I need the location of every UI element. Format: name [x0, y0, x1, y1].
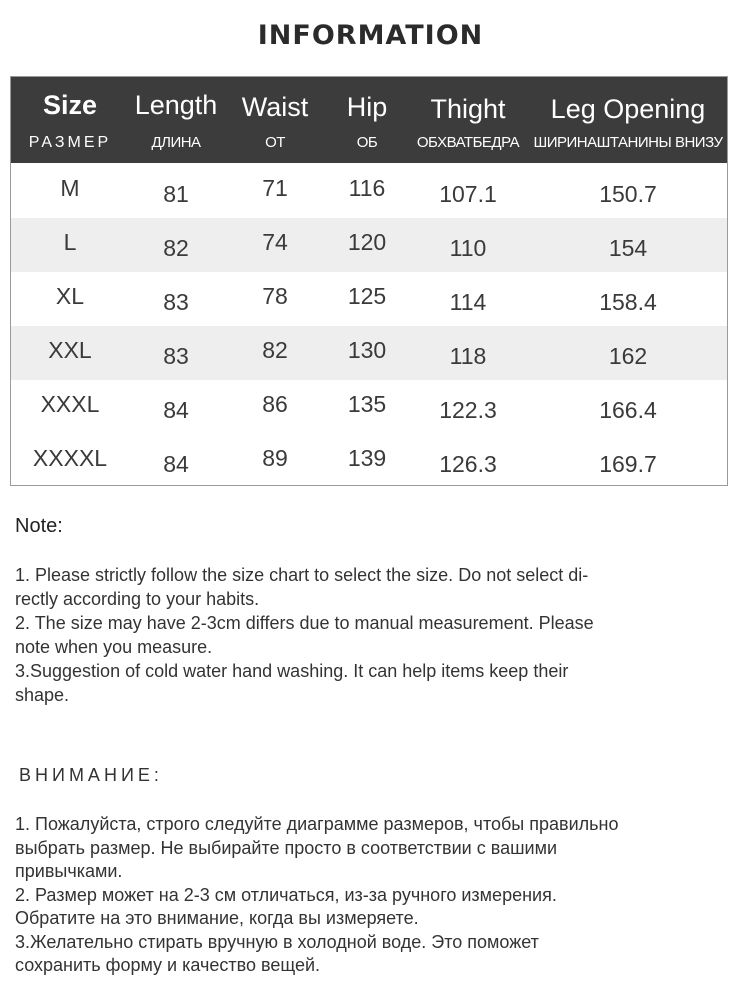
cell-waist: 78: [262, 283, 288, 309]
note-line-ru: привычками.: [15, 861, 123, 881]
cell-length: 83: [163, 343, 189, 369]
header-size-ru: РАЗМЕР: [28, 134, 112, 151]
header-waist-ru: ОТ: [265, 134, 285, 151]
cell-waist: 86: [262, 391, 288, 417]
cell-hip: 120: [347, 229, 387, 255]
header-leg-opening: [529, 77, 727, 163]
table-row: [11, 434, 727, 486]
note-line-ru: Обратите на это внимание, когда вы измеряете.: [15, 908, 419, 928]
cell-length: 82: [163, 235, 189, 261]
cell-leg-opening: 158.4: [599, 289, 657, 315]
cell-hip: 125: [347, 283, 387, 309]
cell-thight: 126.3: [439, 451, 497, 477]
page-title: INFORMATION: [257, 20, 484, 51]
note-line: 1. Please strictly follow the size chart to select the size. Do not select di-: [15, 565, 589, 585]
table-header-row: [11, 77, 727, 163]
note-text: [15, 563, 715, 707]
cell-leg-opening: 162: [608, 343, 648, 369]
cell-thight: 107.1: [439, 181, 497, 207]
cell-size: L: [63, 229, 77, 255]
cell-size: XL: [55, 283, 85, 309]
cell-thight: 118: [449, 343, 487, 369]
header-thight-en: Thight: [430, 94, 506, 124]
header-size: [11, 77, 129, 163]
table-row: [11, 218, 727, 272]
header-size-en: Size: [42, 90, 98, 120]
cell-size: M: [60, 175, 80, 201]
note-line-ru: 1. Пожалуйста, строго следуйте диаграмме размеров, чтобы правильно: [15, 814, 619, 834]
size-chart-table: [10, 76, 728, 486]
cell-leg-opening: 154: [608, 235, 648, 261]
table-body: [11, 164, 727, 486]
header-length-en: Length: [134, 90, 218, 120]
cell-hip: 139: [347, 445, 387, 471]
cell-thight: 122.3: [439, 397, 497, 423]
cell-leg-opening: 150.7: [599, 181, 657, 207]
note-line: note when you measure.: [15, 637, 213, 657]
note-line: shape.: [15, 685, 70, 705]
note-heading: Note:: [15, 515, 63, 537]
note-text-ru: [15, 813, 735, 978]
table-row: [11, 326, 727, 380]
cell-length: 81: [163, 181, 189, 207]
note-line: 3.Suggestion of cold water hand washing. It can help items keep their: [15, 661, 569, 681]
cell-leg-opening: 169.7: [599, 451, 657, 477]
cell-thight: 114: [449, 289, 487, 315]
note-line: rectly according to your habits.: [15, 589, 260, 609]
header-leg-opening-en: Leg Opening: [550, 94, 706, 124]
cell-waist: 71: [262, 175, 288, 201]
cell-waist: 89: [262, 445, 288, 471]
cell-size: XXL: [48, 337, 92, 363]
cell-length: 84: [163, 451, 189, 477]
header-hip: [327, 77, 407, 163]
header-thight: [407, 77, 529, 163]
cell-hip: 130: [347, 337, 387, 363]
note-line-ru: выбрать размер. Не выбирайте просто в соответствии с вашими: [15, 837, 558, 858]
header-leg-opening-ru: ШИРИНАШТАНИНЫ ВНИЗУ: [533, 134, 723, 151]
header-hip-en: Hip: [346, 92, 388, 122]
note-heading-ru: ВНИМАНИЕ:: [19, 765, 163, 785]
cell-leg-opening: 166.4: [599, 397, 657, 423]
note-line-ru: сохранить форму и качество вещей.: [15, 955, 321, 975]
cell-size: XXXL: [40, 391, 100, 417]
table-row: [11, 380, 727, 434]
cell-length: 84: [163, 397, 189, 423]
note-line-ru: 2. Размер может на 2-3 см отличаться, из-за ручного измерения.: [15, 884, 557, 905]
table-row: [11, 164, 727, 218]
header-hip-ru: ОБ: [356, 134, 378, 151]
header-waist: [223, 77, 327, 163]
cell-length: 83: [163, 289, 189, 315]
cell-thight: 110: [449, 235, 487, 261]
note-line-ru: 3.Желательно стирать вручную в холодной воде. Это поможет: [15, 931, 539, 952]
cell-hip: 116: [348, 175, 386, 201]
cell-waist: 74: [262, 229, 288, 255]
header-length: [129, 77, 223, 163]
cell-waist: 82: [262, 337, 288, 363]
header-length-ru: ДЛИНА: [151, 134, 201, 151]
cell-hip: 135: [347, 391, 387, 417]
table-row: [11, 272, 727, 326]
cell-size: XXXXL: [32, 445, 108, 471]
note-line: 2. The size may have 2-3cm differs due to manual measurement. Please: [15, 613, 594, 633]
header-thight-ru: ОБХВАТБЕДРА: [416, 134, 520, 151]
header-waist-en: Waist: [241, 92, 309, 122]
